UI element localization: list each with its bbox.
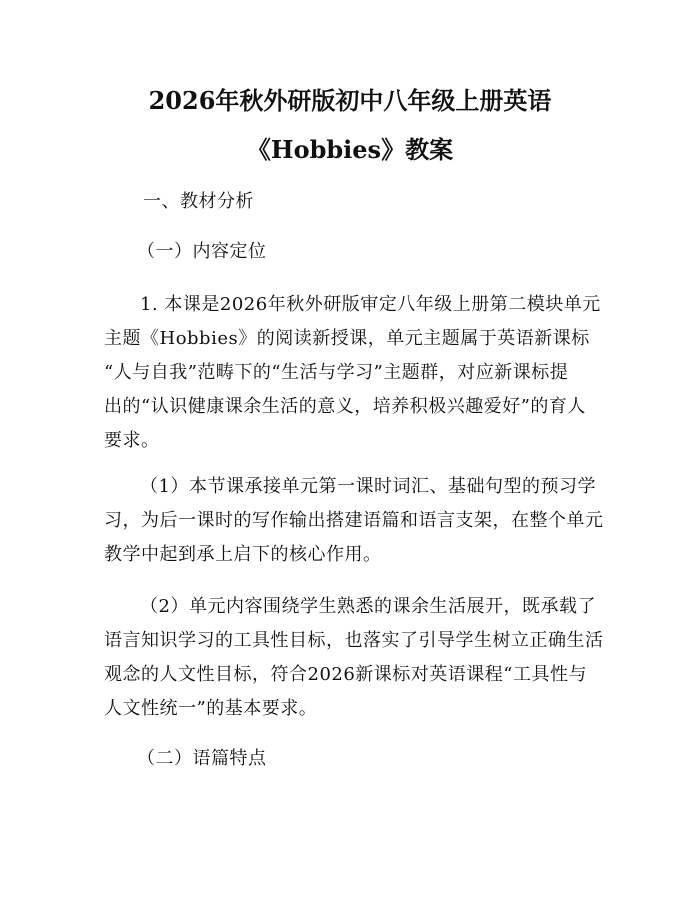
paragraph-1-line: 要求。 [104,430,160,451]
paragraph-3-line: 人文性统一”的基本要求。 [104,698,318,719]
subheading-content-positioning: （一）内容定位 [137,241,267,262]
paragraph-2-line: （1）本节课承接单元第一课时词汇、基础句型的预习学 [140,476,596,497]
document-title-line-2: 《Hobbies》教案 [246,135,454,164]
paragraph-1 [104,288,601,458]
subheading-discourse-features: （二）语篇特点 [137,748,267,769]
paragraph-1-line: 主题《Hobbies》的阅读新授课，单元主题属于英语新课标 [104,328,590,349]
paragraph-1-line: 1. 本课是2026年秋外研版审定八年级上册第二模块单元 [140,294,601,315]
paragraph-3-line: 语言知识学习的工具性目标，也落实了引导学生树立正确生活 [104,630,604,651]
paragraph-2-line: 教学中起到承上启下的核心作用。 [104,544,382,565]
paragraph-1-line: 出的“认识健康课余生活的意义，培养积极兴趣爱好”的育人 [104,396,586,417]
paragraph-3-line: 观念的人文性目标，符合2026新课标对英语课程“工具性与 [104,664,588,685]
paragraph-2 [104,470,604,572]
paragraph-2-line: 习，为后一课时的写作输出搭建语篇和语言支架，在整个单元 [104,510,604,531]
paragraph-1-line: “人与自我”范畴下的“生活与学习”主题群，对应新课标提 [104,362,569,383]
document-title-line-1: 2026年秋外研版初中八年级上册英语 [148,86,552,115]
paragraph-3 [104,590,604,726]
paragraph-3-line: （2）单元内容围绕学生熟悉的课余生活展开，既承载了 [140,596,596,617]
section-heading-textbook-analysis: 一、教材分析 [143,191,254,212]
